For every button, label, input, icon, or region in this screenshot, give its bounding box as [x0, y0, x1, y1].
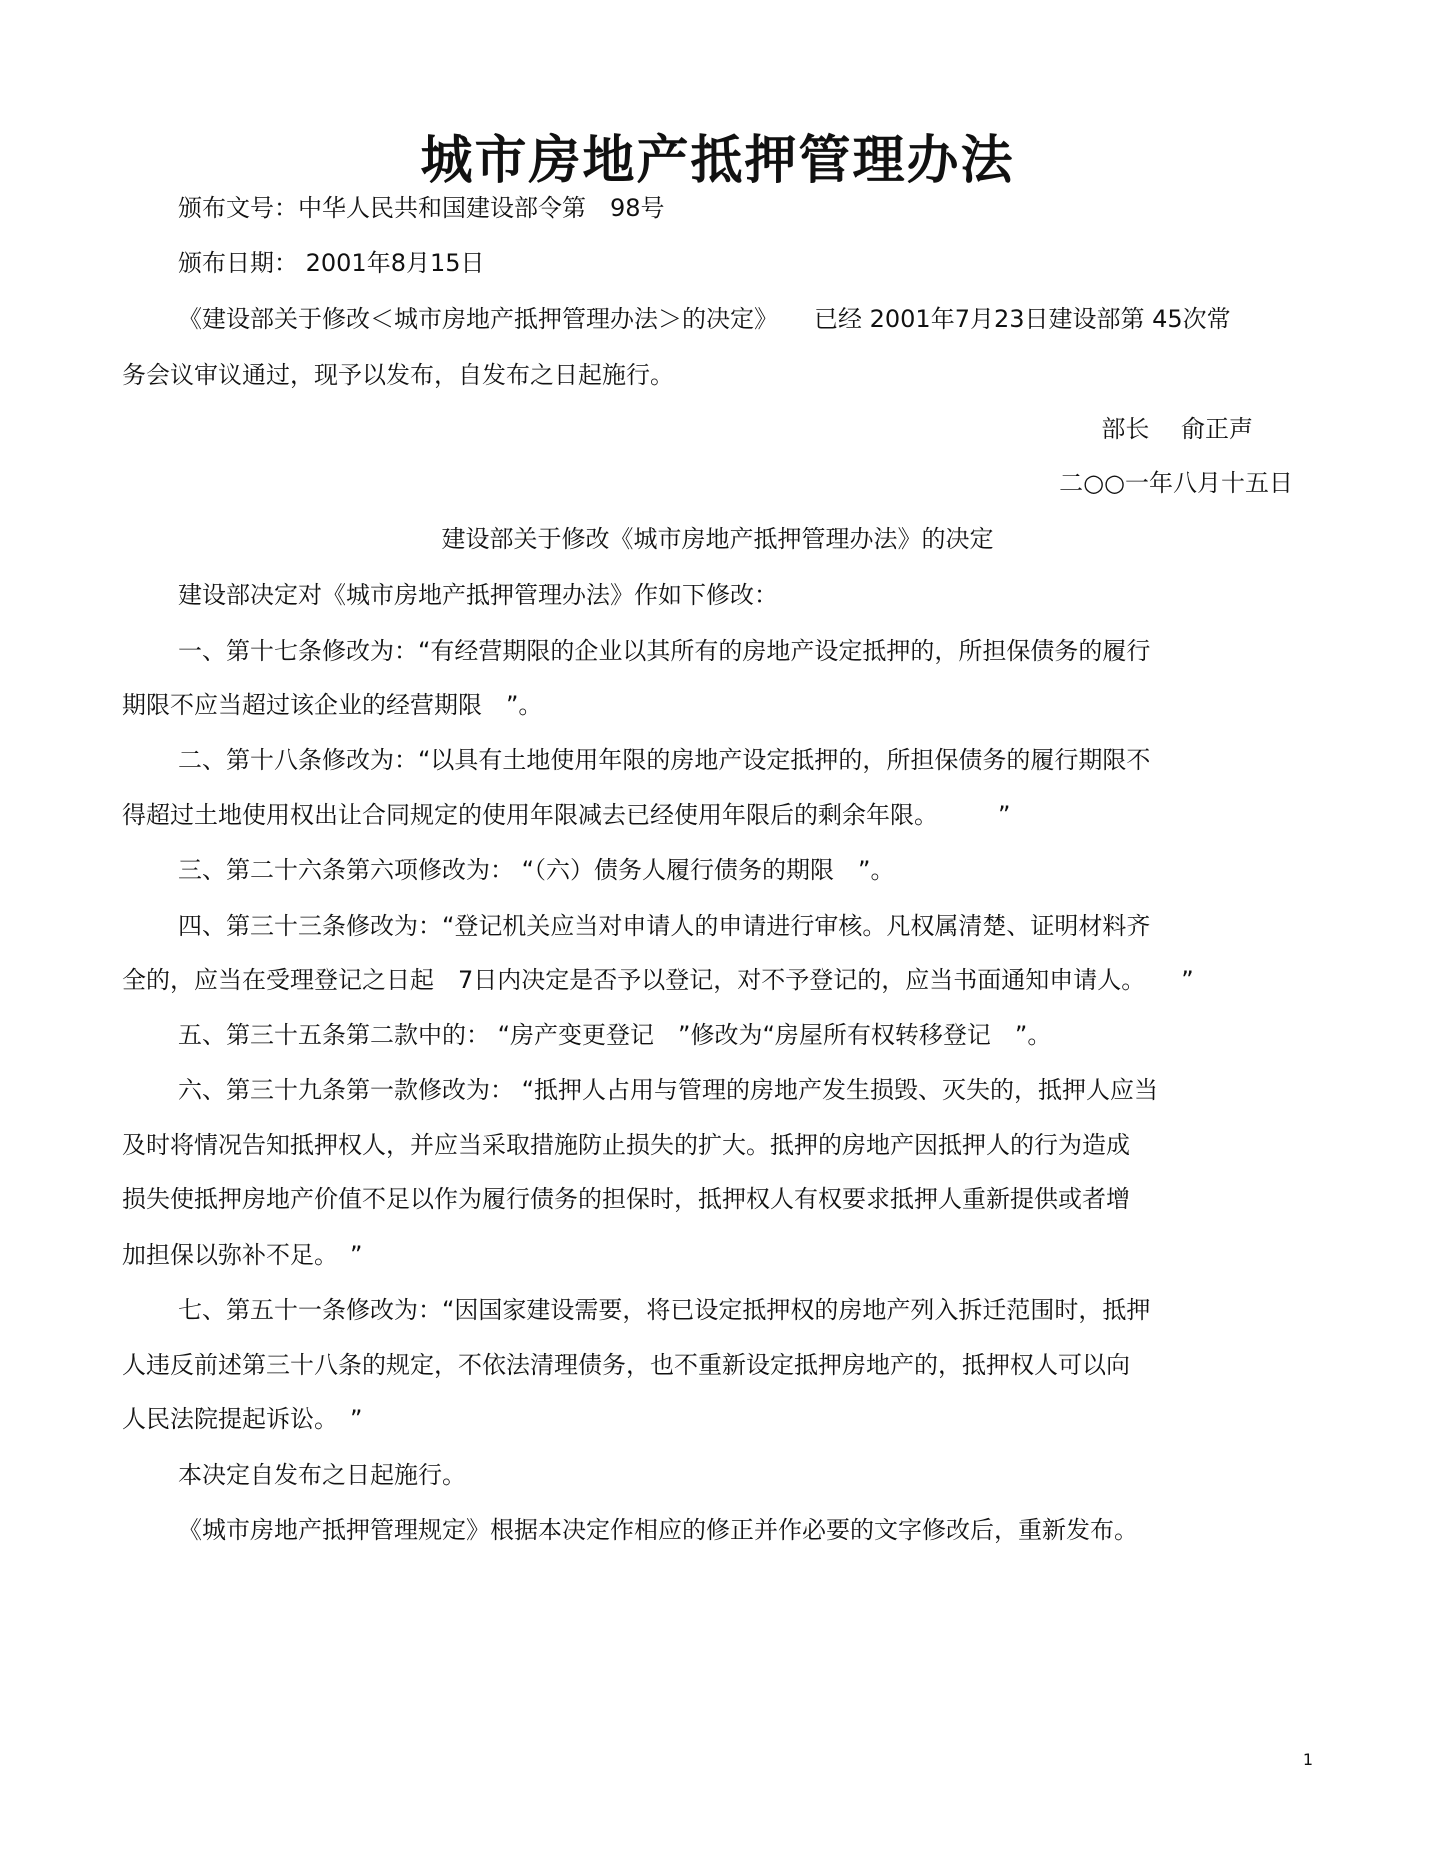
item-7-line-3: 人民法院提起诉讼。 ” [122, 1405, 363, 1433]
preamble-line-2: 务会议审议通过，现予以发布，自发布之日起施行。 [122, 361, 674, 389]
item-6-line-3: 损失使抵押房地产价值不足以作为履行债务的担保时，抵押权人有权要求抵押人重新提供或者增 [122, 1185, 1130, 1213]
item-7-line-2: 人违反前述第三十八条的规定，不依法清理债务，也不重新设定抵押房地产的，抵押权人可以向 [122, 1351, 1130, 1379]
item-3: 三、第二十六条第六项修改为： “（六）债务人履行债务的期限 ”。 [178, 856, 895, 884]
item-1-line-1: 一、第十七条修改为：“有经营期限的企业以其所有的房地产设定抵押的，所担保债务的履行 [178, 637, 1151, 665]
decision-intro: 建设部决定对《城市房地产抵押管理办法》作如下修改： [178, 581, 778, 609]
republish-statement: 《城市房地产抵押管理规定》根据本决定作相应的修正并作必要的文字修改后，重新发布。 [178, 1516, 1138, 1544]
item-5: 五、第三十五条第二款中的： “房产变更登记 ”修改为“房屋所有权转移登记 ”。 [178, 1021, 1052, 1049]
item-6-line-1: 六、第三十九条第一款修改为： “抵押人占用与管理的房地产发生损毁、灭失的，抵押人应当 [178, 1076, 1159, 1104]
issue-date: 颁布日期： 2001年8月15日 [178, 249, 485, 277]
item-4-line-1: 四、第三十三条修改为：“登记机关应当对申请人的申请进行审核。凡权属清楚、证明材料齐 [178, 912, 1151, 940]
issue-number: 颁布文号：中华人民共和国建设部令第 98号 [178, 194, 665, 222]
decision-title: 建设部关于修改《城市房地产抵押管理办法》的决定 [441, 525, 994, 553]
item-2-line-1: 二、第十八条修改为：“以具有土地使用年限的房地产设定抵押的，所担保债务的履行期限不 [178, 746, 1151, 774]
item-6-line-2: 及时将情况告知抵押权人，并应当采取措施防止损失的扩大。抵押的房地产因抵押人的行为造成 [122, 1131, 1130, 1159]
page-number: 1 [1302, 1750, 1313, 1769]
item-1-line-2: 期限不应当超过该企业的经营期限 ”。 [122, 691, 543, 719]
preamble-line-1: 《建设部关于修改＜城市房地产抵押管理办法＞的决定》 已经 2001年7月23日建设部第 45次常 [178, 305, 1231, 333]
item-4-line-2: 全的，应当在受理登记之日起 7日内决定是否予以登记，对不予登记的，应当书面通知申请人。 ” [122, 966, 1194, 994]
document-title: 城市房地产抵押管理办法 [420, 131, 1015, 191]
signature-date: 二○○一年八月十五日 [1059, 469, 1293, 497]
effective-statement: 本决定自发布之日起施行。 [178, 1461, 466, 1489]
minister-signature: 部长 俞正声 [1101, 415, 1253, 443]
item-7-line-1: 七、第五十一条修改为：“因国家建设需要，将已设定抵押权的房地产列入拆迁范围时，抵押 [178, 1296, 1151, 1324]
item-6-line-4: 加担保以弥补不足。 ” [122, 1241, 363, 1269]
item-2-line-2: 得超过土地使用权出让合同规定的使用年限减去已经使用年限后的剩余年限。 ” [122, 801, 1011, 829]
